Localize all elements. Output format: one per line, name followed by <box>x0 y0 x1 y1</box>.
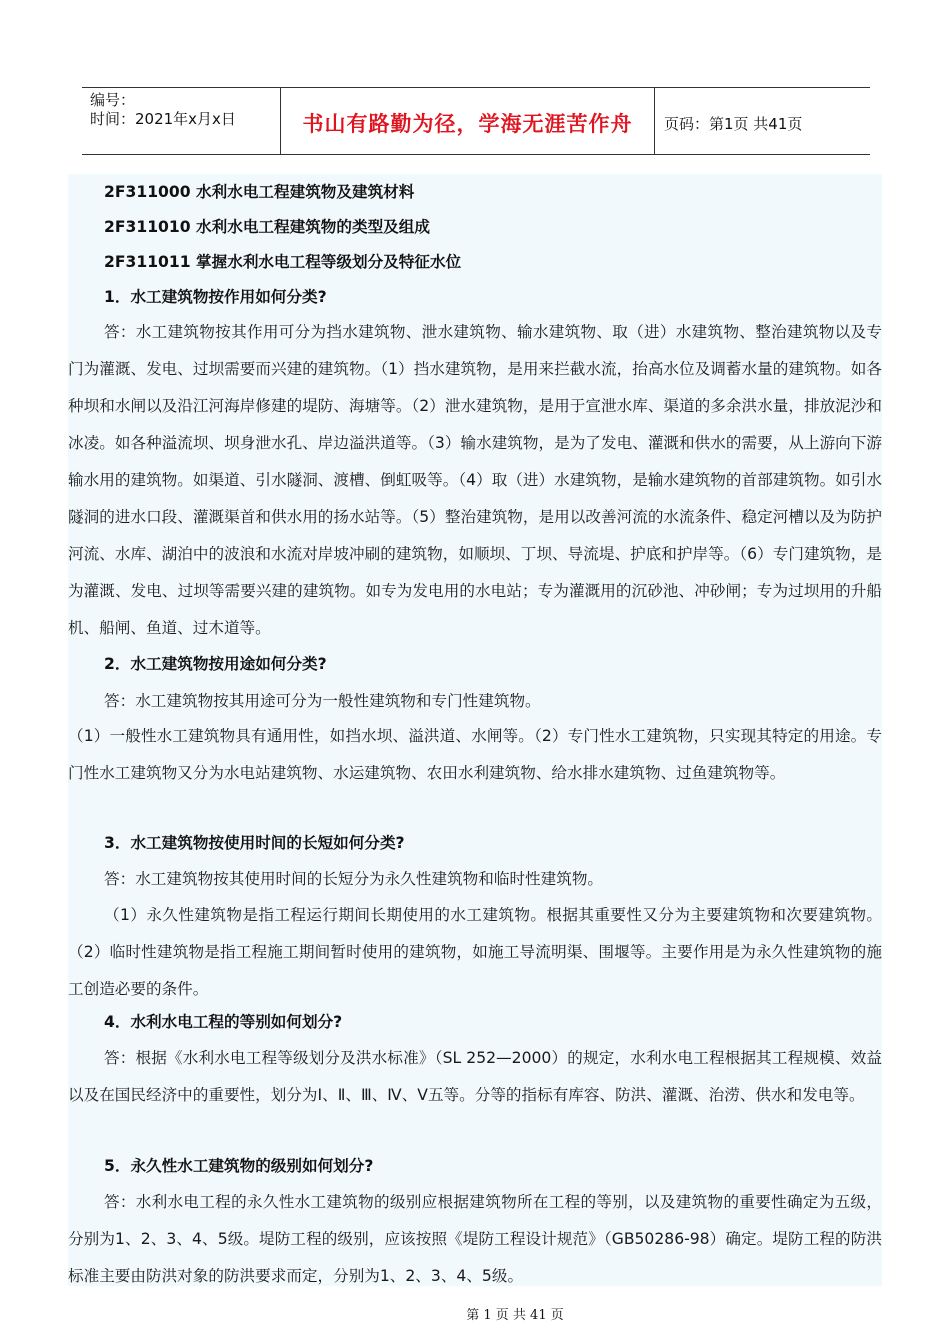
question-5: 5．永久性水工建筑物的级别如何划分? <box>104 1157 374 1175</box>
document-time-label: 时间：2021年x月x日 <box>90 110 236 128</box>
chapter-heading: 2F311000 水利水电工程建筑物及建筑材料 <box>104 183 415 201</box>
header-motto: 书山有路勤为径，学海无涯苦作舟 <box>302 112 633 136</box>
document-number-label: 编号： <box>90 91 136 109</box>
answer-2-intro: 答：水工建筑物按其用途可分为一般性建筑物和专门性建筑物。 <box>104 692 541 710</box>
page-footer <box>0 1304 950 1323</box>
section-heading: 2F311010 水利水电工程建筑物的类型及组成 <box>104 218 430 236</box>
answer-3-body: （1）永久性建筑物是指工程运行期间长期使用的水工建筑物。根据其重要性又分为主要建筑物和次要建筑物。（2）临时性建筑物是指工程施工期间暂时使用的建筑物，如施工导流明渠、围堰等。主要作用是为永久性建筑物的施工创造必要的条件。 <box>68 906 882 998</box>
question-1: 1．水工建筑物按作用如何分类? <box>104 288 327 306</box>
header-meta <box>90 91 236 129</box>
question-2: 2．水工建筑物按用途如何分类? <box>104 655 327 673</box>
question-3: 3．水工建筑物按使用时间的长短如何分类? <box>104 834 405 852</box>
answer-2-body: （1）一般性水工建筑物具有通用性，如挡水坝、溢洪道、水闸等。（2）专门性水工建筑物，只实现其特定的用途。专门性水工建筑物又分为水电站建筑物、水运建筑物、农田水利建筑物、给水排水建筑物、过鱼建筑物等。 <box>68 727 882 782</box>
question-4: 4．水利水电工程的等别如何划分? <box>104 1013 343 1031</box>
answer-5: 答：水利水电工程的永久性水工建筑物的级别应根据建筑物所在工程的等别，以及建筑物的重要性确定为五级，分别为1、2、3、4、5级。堤防工程的级别，应该按照《堤防工程设计规范》（GB50286-98）确定。堤防工程的防洪标准主要由防洪对象的防洪要求而定，分别为1、2、3、4、5级。 <box>68 1193 882 1285</box>
header-page-label: 页码：第1页 共41页 <box>664 115 803 133</box>
answer-3-intro: 答：水工建筑物按其使用时间的长短分为永久性建筑物和临时性建筑物。 <box>104 870 604 888</box>
answer-4: 答：根据《水利水电工程等级划分及洪水标准》（SL 252—2000）的规定，水利水电工程根据其工程规模、效益以及在国民经济中的重要性，划分为Ⅰ、Ⅱ、Ⅲ、Ⅳ、Ⅴ五等。分等的指标有库容、防洪、灌溉、治涝、供水和发电等。 <box>68 1049 882 1104</box>
document-body <box>68 174 882 1286</box>
header-divider <box>654 88 655 154</box>
subsection-heading: 2F311011 掌握水利水电工程等级划分及特征水位 <box>104 253 462 271</box>
answer-1: 答：水工建筑物按其作用可分为挡水建筑物、泄水建筑物、输水建筑物、取（进）水建筑物、整治建筑物以及专门为灌溉、发电、过坝需要而兴建的建筑物。（1）挡水建筑物，是用来拦截水流，抬高水位及调蓄水量的建筑物。如各种坝和水闸以及沿江河海岸修建的堤防、海塘等。（2）泄水建筑物，是用于宣泄水库、渠道的多余洪水量，排放泥沙和冰凌。如各种溢流坝、坝身泄水孔、岸边溢洪道等。（3）输水建筑物，是为了发电、灌溉和供水的需要，从上游向下游输水用的建筑物。如渠道、引水隧洞、渡槽、倒虹吸等。（4）取（进）水建筑物，是输水建筑物的首部建筑物。如引水隧洞的进水口段、灌溉渠首和供水用的扬水站等。（5）整治建筑物，是用以改善河流的水流条件、稳定河槽以及为防护河流、水库、湖泊中的波浪和水流对岸坡冲刷的建筑物，如顺坝、丁坝、导流堤、护底和护岸等。（6）专门建筑物，是为灌溉、发电、过坝等需要兴建的建筑物。如专为发电用的水电站；专为灌溉用的沉砂池、冲砂闸；专为过坝用的升船机、船闸、鱼道、过木道等。 <box>68 323 882 637</box>
footer-page-number: 第 1 页 共 41 页 <box>466 1308 564 1323</box>
header-table <box>82 87 870 155</box>
